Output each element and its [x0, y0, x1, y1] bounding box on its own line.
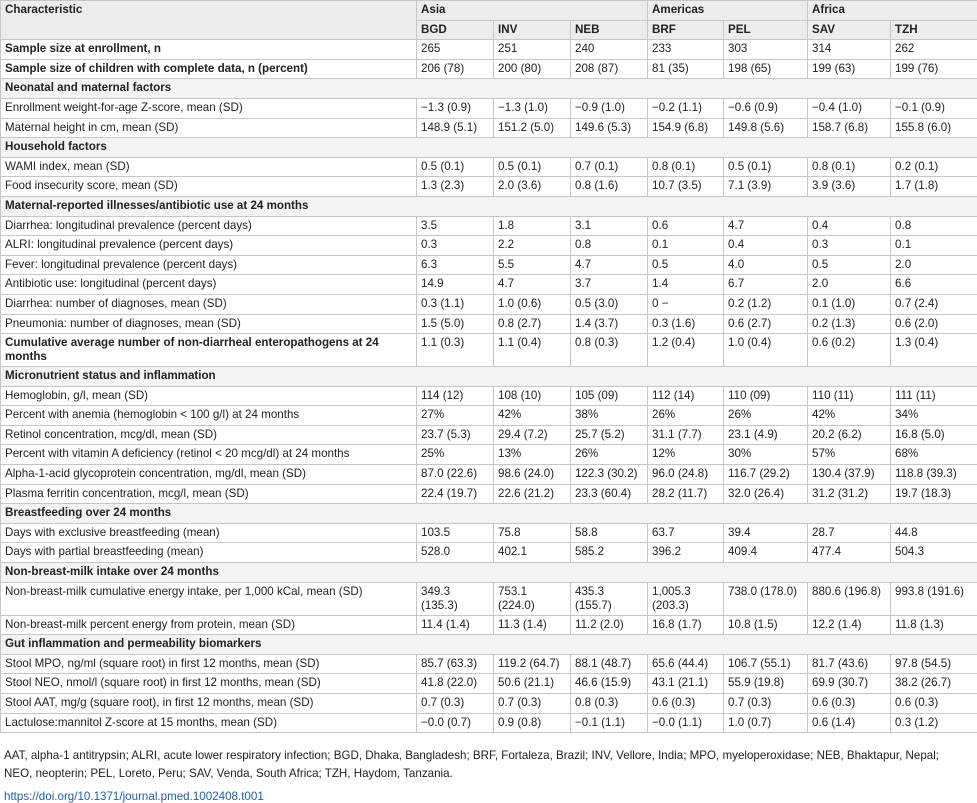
- table-row: [1, 314, 977, 334]
- table-row: [1, 674, 977, 694]
- cell-tzh: 0.7 (2.4): [891, 294, 977, 314]
- cell-brf: 0 −: [648, 294, 724, 314]
- cell-brf: 81 (35): [648, 59, 724, 79]
- cell-pel: 1.0 (0.7): [724, 713, 808, 733]
- cell-bgd: 349.3 (135.3): [417, 582, 494, 615]
- cell-brf: 0.1: [648, 236, 724, 256]
- cell-tzh: 0.6 (2.0): [891, 314, 977, 334]
- cell-inv: 50.6 (21.1): [494, 674, 571, 694]
- cell-pel: 149.8 (5.6): [724, 118, 808, 138]
- cell-pel: 39.4: [724, 523, 808, 543]
- table-row: [1, 582, 977, 615]
- cell-tzh: 11.8 (1.3): [891, 615, 977, 635]
- cell-brf: 1.2 (0.4): [648, 334, 724, 367]
- cell-sav: −0.4 (1.0): [808, 98, 891, 118]
- table-row: [1, 484, 977, 504]
- cell-inv: 1.1 (0.4): [494, 334, 571, 367]
- cell-sav: 0.1 (1.0): [808, 294, 891, 314]
- cell-sav: 0.8 (0.1): [808, 157, 891, 177]
- row-label: Sample size of children with complete data, n (percent): [1, 59, 417, 79]
- site-header-sav: SAV: [808, 20, 891, 40]
- cell-brf: 233: [648, 40, 724, 60]
- row-label: Days with partial breastfeeding (mean): [1, 543, 417, 563]
- row-label: Cumulative average number of non-diarrheal enteropathogens at 24 months: [1, 334, 417, 367]
- cell-neb: 240: [571, 40, 648, 60]
- cell-sav: 28.7: [808, 523, 891, 543]
- table-row: [1, 523, 977, 543]
- cell-sav: 2.0: [808, 275, 891, 295]
- cell-pel: 10.8 (1.5): [724, 615, 808, 635]
- row-label: Percent with vitamin A deficiency (retinol < 20 mcg/dl) at 24 months: [1, 445, 417, 465]
- cell-sav: 0.2 (1.3): [808, 314, 891, 334]
- cell-brf: 0.6: [648, 216, 724, 236]
- cell-neb: 3.1: [571, 216, 648, 236]
- cell-brf: 1.4: [648, 275, 724, 295]
- cell-inv: 0.8 (2.7): [494, 314, 571, 334]
- site-header-bgd: BGD: [417, 20, 494, 40]
- cell-inv: 251: [494, 40, 571, 60]
- row-label: Alpha-1-acid glycoprotein concentration, mg/dl, mean (SD): [1, 465, 417, 485]
- cell-brf: 154.9 (6.8): [648, 118, 724, 138]
- cell-brf: 396.2: [648, 543, 724, 563]
- cell-brf: 26%: [648, 406, 724, 426]
- table-row: [1, 216, 977, 236]
- cell-bgd: 25%: [417, 445, 494, 465]
- cell-neb: 0.8 (0.3): [571, 334, 648, 367]
- cell-bgd: 6.3: [417, 255, 494, 275]
- cell-pel: 26%: [724, 406, 808, 426]
- cell-pel: 23.1 (4.9): [724, 425, 808, 445]
- row-label: Percent with anemia (hemoglobin < 100 g/l) at 24 months: [1, 406, 417, 426]
- cell-sav: 20.2 (6.2): [808, 425, 891, 445]
- cell-tzh: 68%: [891, 445, 977, 465]
- site-header-pel: PEL: [724, 20, 808, 40]
- table-row: [1, 294, 977, 314]
- row-label: Maternal height in cm, mean (SD): [1, 118, 417, 138]
- cell-neb: 88.1 (48.7): [571, 654, 648, 674]
- row-label: Stool MPO, ng/ml (square root) in first 12 months, mean (SD): [1, 654, 417, 674]
- cell-tzh: 44.8: [891, 523, 977, 543]
- cell-inv: 151.2 (5.0): [494, 118, 571, 138]
- table-row: [1, 543, 977, 563]
- row-label: Non-breast-milk cumulative energy intake, per 1,000 kCal, mean (SD): [1, 582, 417, 615]
- region-header-americas: Americas: [648, 1, 808, 21]
- cell-tzh: 0.3 (1.2): [891, 713, 977, 733]
- cell-pel: 106.7 (55.1): [724, 654, 808, 674]
- cell-tzh: 97.8 (54.5): [891, 654, 977, 674]
- cell-sav: 69.9 (30.7): [808, 674, 891, 694]
- doi-link[interactable]: https://doi.org/10.1371/journal.pmed.1002408.t001: [0, 783, 977, 803]
- cell-pel: 0.2 (1.2): [724, 294, 808, 314]
- cell-sav: 0.6 (0.3): [808, 694, 891, 714]
- cell-sav: 3.9 (3.6): [808, 177, 891, 197]
- cell-inv: 29.4 (7.2): [494, 425, 571, 445]
- cell-neb: 11.2 (2.0): [571, 615, 648, 635]
- cell-sav: 12.2 (1.4): [808, 615, 891, 635]
- cell-inv: 22.6 (21.2): [494, 484, 571, 504]
- table-row: [1, 615, 977, 635]
- row-label: Fever: longitudinal prevalence (percent days): [1, 255, 417, 275]
- table-row: [1, 59, 977, 79]
- cell-pel: −0.6 (0.9): [724, 98, 808, 118]
- cell-neb: 122.3 (30.2): [571, 465, 648, 485]
- cell-bgd: 206 (78): [417, 59, 494, 79]
- cell-pel: 116.7 (29.2): [724, 465, 808, 485]
- cell-brf: 96.0 (24.8): [648, 465, 724, 485]
- cell-tzh: 0.2 (0.1): [891, 157, 977, 177]
- cell-bgd: 265: [417, 40, 494, 60]
- cell-brf: 0.3 (1.6): [648, 314, 724, 334]
- cell-neb: 105 (09): [571, 386, 648, 406]
- cell-tzh: 199 (76): [891, 59, 977, 79]
- cell-pel: 4.7: [724, 216, 808, 236]
- table-row: [1, 40, 977, 60]
- cell-tzh: −0.1 (0.9): [891, 98, 977, 118]
- table-row: [1, 177, 977, 197]
- cell-bgd: −1.3 (0.9): [417, 98, 494, 118]
- cell-brf: 28.2 (11.7): [648, 484, 724, 504]
- site-header-inv: INV: [494, 20, 571, 40]
- cell-brf: 0.5: [648, 255, 724, 275]
- cell-sav: 81.7 (43.6): [808, 654, 891, 674]
- cell-tzh: 262: [891, 40, 977, 60]
- cell-neb: 4.7: [571, 255, 648, 275]
- cell-inv: 75.8: [494, 523, 571, 543]
- cell-inv: 402.1: [494, 543, 571, 563]
- section-header-row: [1, 138, 977, 158]
- cell-inv: 1.8: [494, 216, 571, 236]
- row-label: Sample size at enrollment, n: [1, 40, 417, 60]
- cell-tzh: 6.6: [891, 275, 977, 295]
- cell-bgd: 148.9 (5.1): [417, 118, 494, 138]
- section-header-row: [1, 504, 977, 524]
- cell-pel: 0.6 (2.7): [724, 314, 808, 334]
- row-label: Food insecurity score, mean (SD): [1, 177, 417, 197]
- row-label: Hemoglobin, g/l, mean (SD): [1, 386, 417, 406]
- section-header-row: [1, 196, 977, 216]
- cell-brf: 63.7: [648, 523, 724, 543]
- cell-neb: 0.7 (0.1): [571, 157, 648, 177]
- cell-inv: 4.7: [494, 275, 571, 295]
- table-row: [1, 118, 977, 138]
- cell-sav: 199 (63): [808, 59, 891, 79]
- cell-tzh: 16.8 (5.0): [891, 425, 977, 445]
- cell-bgd: 3.5: [417, 216, 494, 236]
- cell-brf: 10.7 (3.5): [648, 177, 724, 197]
- section-header-row: [1, 635, 977, 655]
- cell-bgd: 1.3 (2.3): [417, 177, 494, 197]
- cell-bgd: 1.1 (0.3): [417, 334, 494, 367]
- site-header-tzh: TZH: [891, 20, 977, 40]
- cell-neb: 38%: [571, 406, 648, 426]
- cell-bgd: 0.3: [417, 236, 494, 256]
- cell-tzh: 2.0: [891, 255, 977, 275]
- cell-bgd: 114 (12): [417, 386, 494, 406]
- cell-inv: −1.3 (1.0): [494, 98, 571, 118]
- cell-sav: 42%: [808, 406, 891, 426]
- cell-tzh: 0.6 (0.3): [891, 694, 977, 714]
- row-label: WAMI index, mean (SD): [1, 157, 417, 177]
- cell-tzh: 1.7 (1.8): [891, 177, 977, 197]
- row-label: Pneumonia: number of diagnoses, mean (SD): [1, 314, 417, 334]
- cell-tzh: 111 (11): [891, 386, 977, 406]
- cell-bgd: 0.3 (1.1): [417, 294, 494, 314]
- table-footnote: AAT, alpha-1 antitrypsin; ALRI, acute lower respiratory infection; BGD, Dhaka, Bangladesh; BRF, Fortaleza, Brazil; INV, Vellore, India; MPO, myeloperoxidase; NEB, Bhaktapur, Nepal; NEO, neopterin; PEL, Loreto, Peru; SAV, Venda, South Africa; TZH, Haydom, Tanzania.: [0, 733, 968, 783]
- row-label: Antibiotic use: longitudinal (percent days): [1, 275, 417, 295]
- row-label: Plasma ferritin concentration, mcg/l, mean (SD): [1, 484, 417, 504]
- cell-pel: 409.4: [724, 543, 808, 563]
- cell-bgd: 41.8 (22.0): [417, 674, 494, 694]
- cell-sav: 0.4: [808, 216, 891, 236]
- cell-tzh: 0.1: [891, 236, 977, 256]
- table-row: [1, 425, 977, 445]
- cell-pel: 0.7 (0.3): [724, 694, 808, 714]
- site-header-neb: NEB: [571, 20, 648, 40]
- table-row: [1, 386, 977, 406]
- cell-inv: 0.9 (0.8): [494, 713, 571, 733]
- cell-pel: 198 (65): [724, 59, 808, 79]
- cell-neb: 46.6 (15.9): [571, 674, 648, 694]
- table-row: [1, 654, 977, 674]
- cell-neb: 26%: [571, 445, 648, 465]
- cell-inv: 108 (10): [494, 386, 571, 406]
- cell-brf: 1,005.3 (203.3): [648, 582, 724, 615]
- cell-inv: 13%: [494, 445, 571, 465]
- cell-inv: 98.6 (24.0): [494, 465, 571, 485]
- cell-pel: 738.0 (178.0): [724, 582, 808, 615]
- cell-bgd: 87.0 (22.6): [417, 465, 494, 485]
- cell-tzh: 0.8: [891, 216, 977, 236]
- row-label: ALRI: longitudinal prevalence (percent days): [1, 236, 417, 256]
- cell-neb: −0.9 (1.0): [571, 98, 648, 118]
- region-header-africa: Africa: [808, 1, 977, 21]
- cell-inv: 0.5 (0.1): [494, 157, 571, 177]
- table-row: [1, 465, 977, 485]
- cell-bgd: −0.0 (0.7): [417, 713, 494, 733]
- row-label: Diarrhea: longitudinal prevalence (percent days): [1, 216, 417, 236]
- cell-sav: 158.7 (6.8): [808, 118, 891, 138]
- site-header-brf: BRF: [648, 20, 724, 40]
- cell-bgd: 23.7 (5.3): [417, 425, 494, 445]
- cell-brf: 65.6 (44.4): [648, 654, 724, 674]
- cell-tzh: 118.8 (39.3): [891, 465, 977, 485]
- section-title: Maternal-reported illnesses/antibiotic use at 24 months: [1, 196, 977, 216]
- cell-brf: −0.2 (1.1): [648, 98, 724, 118]
- cell-sav: 880.6 (196.8): [808, 582, 891, 615]
- cell-brf: −0.0 (1.1): [648, 713, 724, 733]
- section-title: Gut inflammation and permeability biomarkers: [1, 635, 977, 655]
- cell-sav: 0.3: [808, 236, 891, 256]
- cell-sav: 0.5: [808, 255, 891, 275]
- cell-neb: 0.8: [571, 236, 648, 256]
- cell-neb: 149.6 (5.3): [571, 118, 648, 138]
- cell-pel: 32.0 (26.4): [724, 484, 808, 504]
- cell-neb: 585.2: [571, 543, 648, 563]
- cell-inv: 2.0 (3.6): [494, 177, 571, 197]
- cell-sav: 110 (11): [808, 386, 891, 406]
- cell-inv: 5.5: [494, 255, 571, 275]
- section-title: Breastfeeding over 24 months: [1, 504, 977, 524]
- cell-neb: 435.3 (155.7): [571, 582, 648, 615]
- cell-pel: 303: [724, 40, 808, 60]
- cell-pel: 7.1 (3.9): [724, 177, 808, 197]
- table-row: [1, 98, 977, 118]
- cell-pel: 1.0 (0.4): [724, 334, 808, 367]
- cell-neb: 208 (87): [571, 59, 648, 79]
- cell-bgd: 0.5 (0.1): [417, 157, 494, 177]
- cell-pel: 110 (09): [724, 386, 808, 406]
- cell-bgd: 528.0: [417, 543, 494, 563]
- cell-bgd: 0.7 (0.3): [417, 694, 494, 714]
- cell-inv: 2.2: [494, 236, 571, 256]
- cell-brf: 16.8 (1.7): [648, 615, 724, 635]
- table-row: [1, 713, 977, 733]
- cell-sav: 0.6 (0.2): [808, 334, 891, 367]
- cell-inv: 1.0 (0.6): [494, 294, 571, 314]
- cell-brf: 31.1 (7.7): [648, 425, 724, 445]
- cell-bgd: 22.4 (19.7): [417, 484, 494, 504]
- cell-sav: 31.2 (31.2): [808, 484, 891, 504]
- section-header-row: [1, 79, 977, 99]
- cell-inv: 753.1 (224.0): [494, 582, 571, 615]
- cell-brf: 0.6 (0.3): [648, 694, 724, 714]
- table-row: [1, 406, 977, 426]
- cell-sav: 0.6 (1.4): [808, 713, 891, 733]
- cell-bgd: 11.4 (1.4): [417, 615, 494, 635]
- row-label: Enrollment weight-for-age Z-score, mean (SD): [1, 98, 417, 118]
- cell-neb: 0.5 (3.0): [571, 294, 648, 314]
- row-label: Days with exclusive breastfeeding (mean): [1, 523, 417, 543]
- cell-tzh: 1.3 (0.4): [891, 334, 977, 367]
- cell-bgd: 27%: [417, 406, 494, 426]
- cell-inv: 200 (80): [494, 59, 571, 79]
- row-label: Stool AAT, mg/g (square root), in first 12 months, mean (SD): [1, 694, 417, 714]
- cell-tzh: 38.2 (26.7): [891, 674, 977, 694]
- cell-pel: 0.4: [724, 236, 808, 256]
- table-row: [1, 694, 977, 714]
- cell-pel: 55.9 (19.8): [724, 674, 808, 694]
- row-label: Diarrhea: number of diagnoses, mean (SD): [1, 294, 417, 314]
- cell-inv: 42%: [494, 406, 571, 426]
- section-title: Household factors: [1, 138, 977, 158]
- cell-tzh: 504.3: [891, 543, 977, 563]
- cell-brf: 112 (14): [648, 386, 724, 406]
- table-row: [1, 255, 977, 275]
- row-label: Stool NEO, nmol/l (square root) in first 12 months, mean (SD): [1, 674, 417, 694]
- cell-brf: 12%: [648, 445, 724, 465]
- characteristic-header: Characteristic: [1, 1, 417, 40]
- cell-brf: 0.8 (0.1): [648, 157, 724, 177]
- cell-inv: 119.2 (64.7): [494, 654, 571, 674]
- cell-neb: 0.8 (1.6): [571, 177, 648, 197]
- cell-tzh: 34%: [891, 406, 977, 426]
- cell-neb: 3.7: [571, 275, 648, 295]
- cell-neb: 58.8: [571, 523, 648, 543]
- table-row: [1, 236, 977, 256]
- cell-pel: 0.5 (0.1): [724, 157, 808, 177]
- cell-neb: 0.8 (0.3): [571, 694, 648, 714]
- cell-inv: 0.7 (0.3): [494, 694, 571, 714]
- cell-neb: −0.1 (1.1): [571, 713, 648, 733]
- table-body: [1, 40, 977, 733]
- table-row: [1, 445, 977, 465]
- cell-sav: 57%: [808, 445, 891, 465]
- cell-bgd: 85.7 (63.3): [417, 654, 494, 674]
- table-row: [1, 275, 977, 295]
- cell-sav: 314: [808, 40, 891, 60]
- region-header-row: [1, 1, 977, 21]
- cell-pel: 30%: [724, 445, 808, 465]
- cell-tzh: 993.8 (191.6): [891, 582, 977, 615]
- cell-pel: 6.7: [724, 275, 808, 295]
- cell-sav: 130.4 (37.9): [808, 465, 891, 485]
- cell-sav: 477.4: [808, 543, 891, 563]
- cell-bgd: 1.5 (5.0): [417, 314, 494, 334]
- section-title: Neonatal and maternal factors: [1, 79, 977, 99]
- cell-bgd: 103.5: [417, 523, 494, 543]
- cell-neb: 25.7 (5.2): [571, 425, 648, 445]
- section-title: Micronutrient status and inflammation: [1, 367, 977, 387]
- row-label: Non-breast-milk percent energy from protein, mean (SD): [1, 615, 417, 635]
- region-header-asia: Asia: [417, 1, 648, 21]
- section-title: Non-breast-milk intake over 24 months: [1, 563, 977, 583]
- cell-bgd: 14.9: [417, 275, 494, 295]
- section-header-row: [1, 367, 977, 387]
- table-row: [1, 157, 977, 177]
- cell-neb: 23.3 (60.4): [571, 484, 648, 504]
- row-label: Lactulose:mannitol Z-score at 15 months, mean (SD): [1, 713, 417, 733]
- row-label: Retinol concentration, mcg/dl, mean (SD): [1, 425, 417, 445]
- cell-tzh: 19.7 (18.3): [891, 484, 977, 504]
- cell-neb: 1.4 (3.7): [571, 314, 648, 334]
- cell-tzh: 155.8 (6.0): [891, 118, 977, 138]
- section-header-row: [1, 563, 977, 583]
- cell-brf: 43.1 (21.1): [648, 674, 724, 694]
- cell-inv: 11.3 (1.4): [494, 615, 571, 635]
- table-row: [1, 334, 977, 367]
- cell-pel: 4.0: [724, 255, 808, 275]
